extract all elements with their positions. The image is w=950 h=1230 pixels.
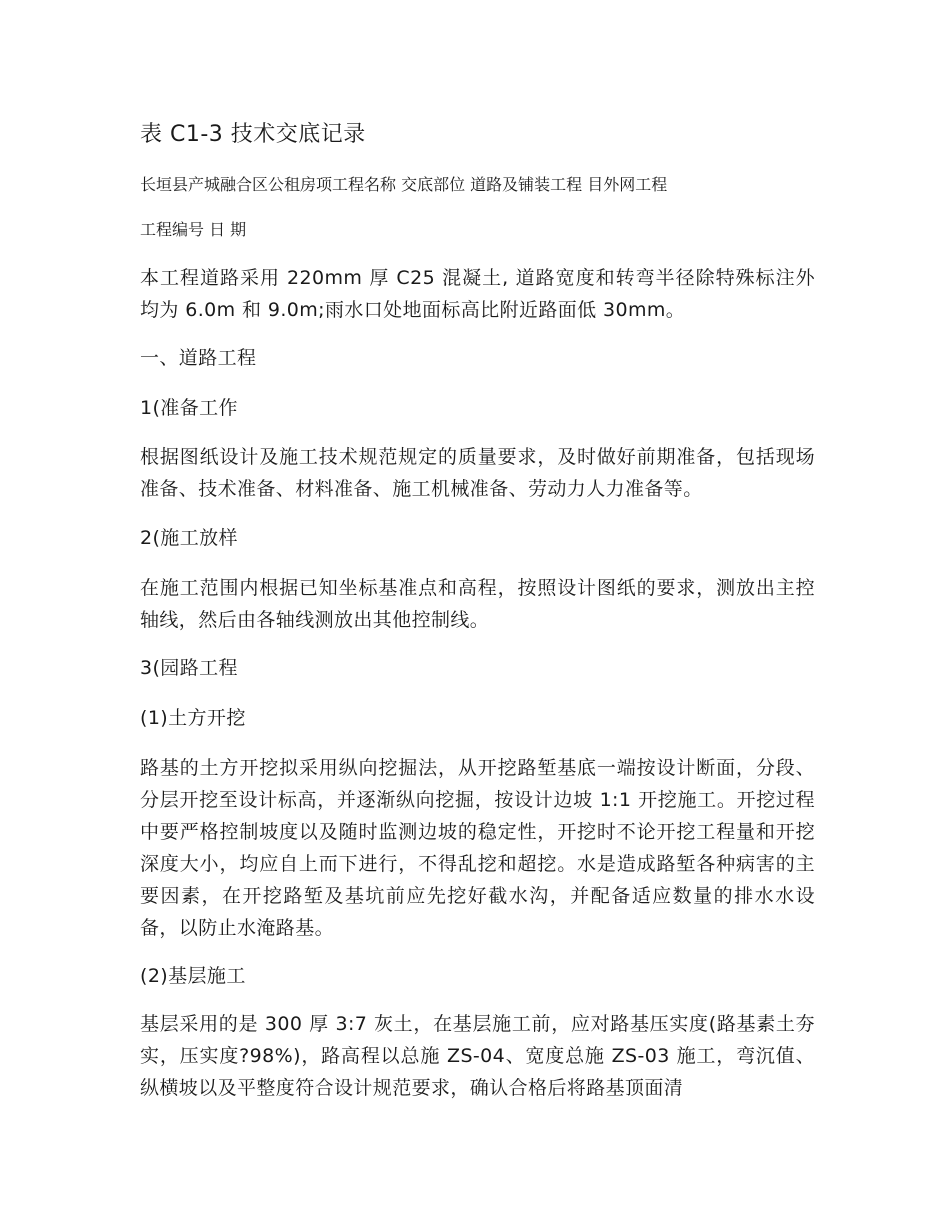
- item-text-preparation: 根据图纸设计及施工技术规范规定的质量要求，及时做好前期准备，包括现场准备、技术准备、材料准备、施工机械准备、劳动力人力准备等。: [140, 446, 815, 500]
- subitem-text-base: 基层采用的是 300 厚 3:7 灰土，在基层施工前，应对路基压实度(路基素土夯实，压实度?98%)，路高程以总施 ZS-04、宽度总施 ZS-03 施工，弯沉值、纵横坡以及平整度符合设计规范要求，确认合格后将路基顶面清: [140, 1013, 815, 1099]
- project-info-line: 长垣县产城融合区公租房项工程名称 交底部位 道路及铺装工程 目外网工程: [140, 175, 668, 194]
- intro-paragraph: 本工程道路采用 220mm 厚 C25 混凝土, 道路宽度和转弯半径除特殊标注外均为 6.0m 和 9.0m;雨水口处地面标高比附近路面低 30mm。: [140, 267, 815, 321]
- section-heading-road: 一、道路工程: [140, 347, 257, 369]
- item-heading-preparation: 1(准备工作: [140, 397, 238, 419]
- subitem-heading-base: (2)基层施工: [140, 965, 246, 987]
- item-text-layout: 在施工范围内根据已知坐标基准点和高程，按照设计图纸的要求，测放出主控轴线，然后由各轴线测放出其他控制线。: [140, 577, 815, 631]
- item-heading-garden-road: 3(园路工程: [140, 657, 238, 679]
- item-heading-layout: 2(施工放样: [140, 527, 238, 549]
- subitem-heading-earthwork: (1)土方开挖: [140, 707, 246, 729]
- subitem-text-earthwork: 路基的土方开挖拟采用纵向挖掘法，从开挖路堑基底一端按设计断面，分段、分层开挖至设计标高，并逐渐纵向挖掘，按设计边坡 1:1 开挖施工。开挖过程中要严格控制坡度以及随时监测边坡的稳定性，开挖时不论开挖工程量和开挖深度大小，均应自上而下进行，不得乱挖和超挖。水是造成路堑各种病害的主要因素，在开挖路堑及基坑前应先挖好截水沟，并配备适应数量的排水水设备，以防止水淹路基。: [140, 757, 815, 939]
- project-number-line: 工程编号 日 期: [140, 220, 247, 239]
- document-title: 表 C1-3 技术交底记录: [140, 122, 366, 147]
